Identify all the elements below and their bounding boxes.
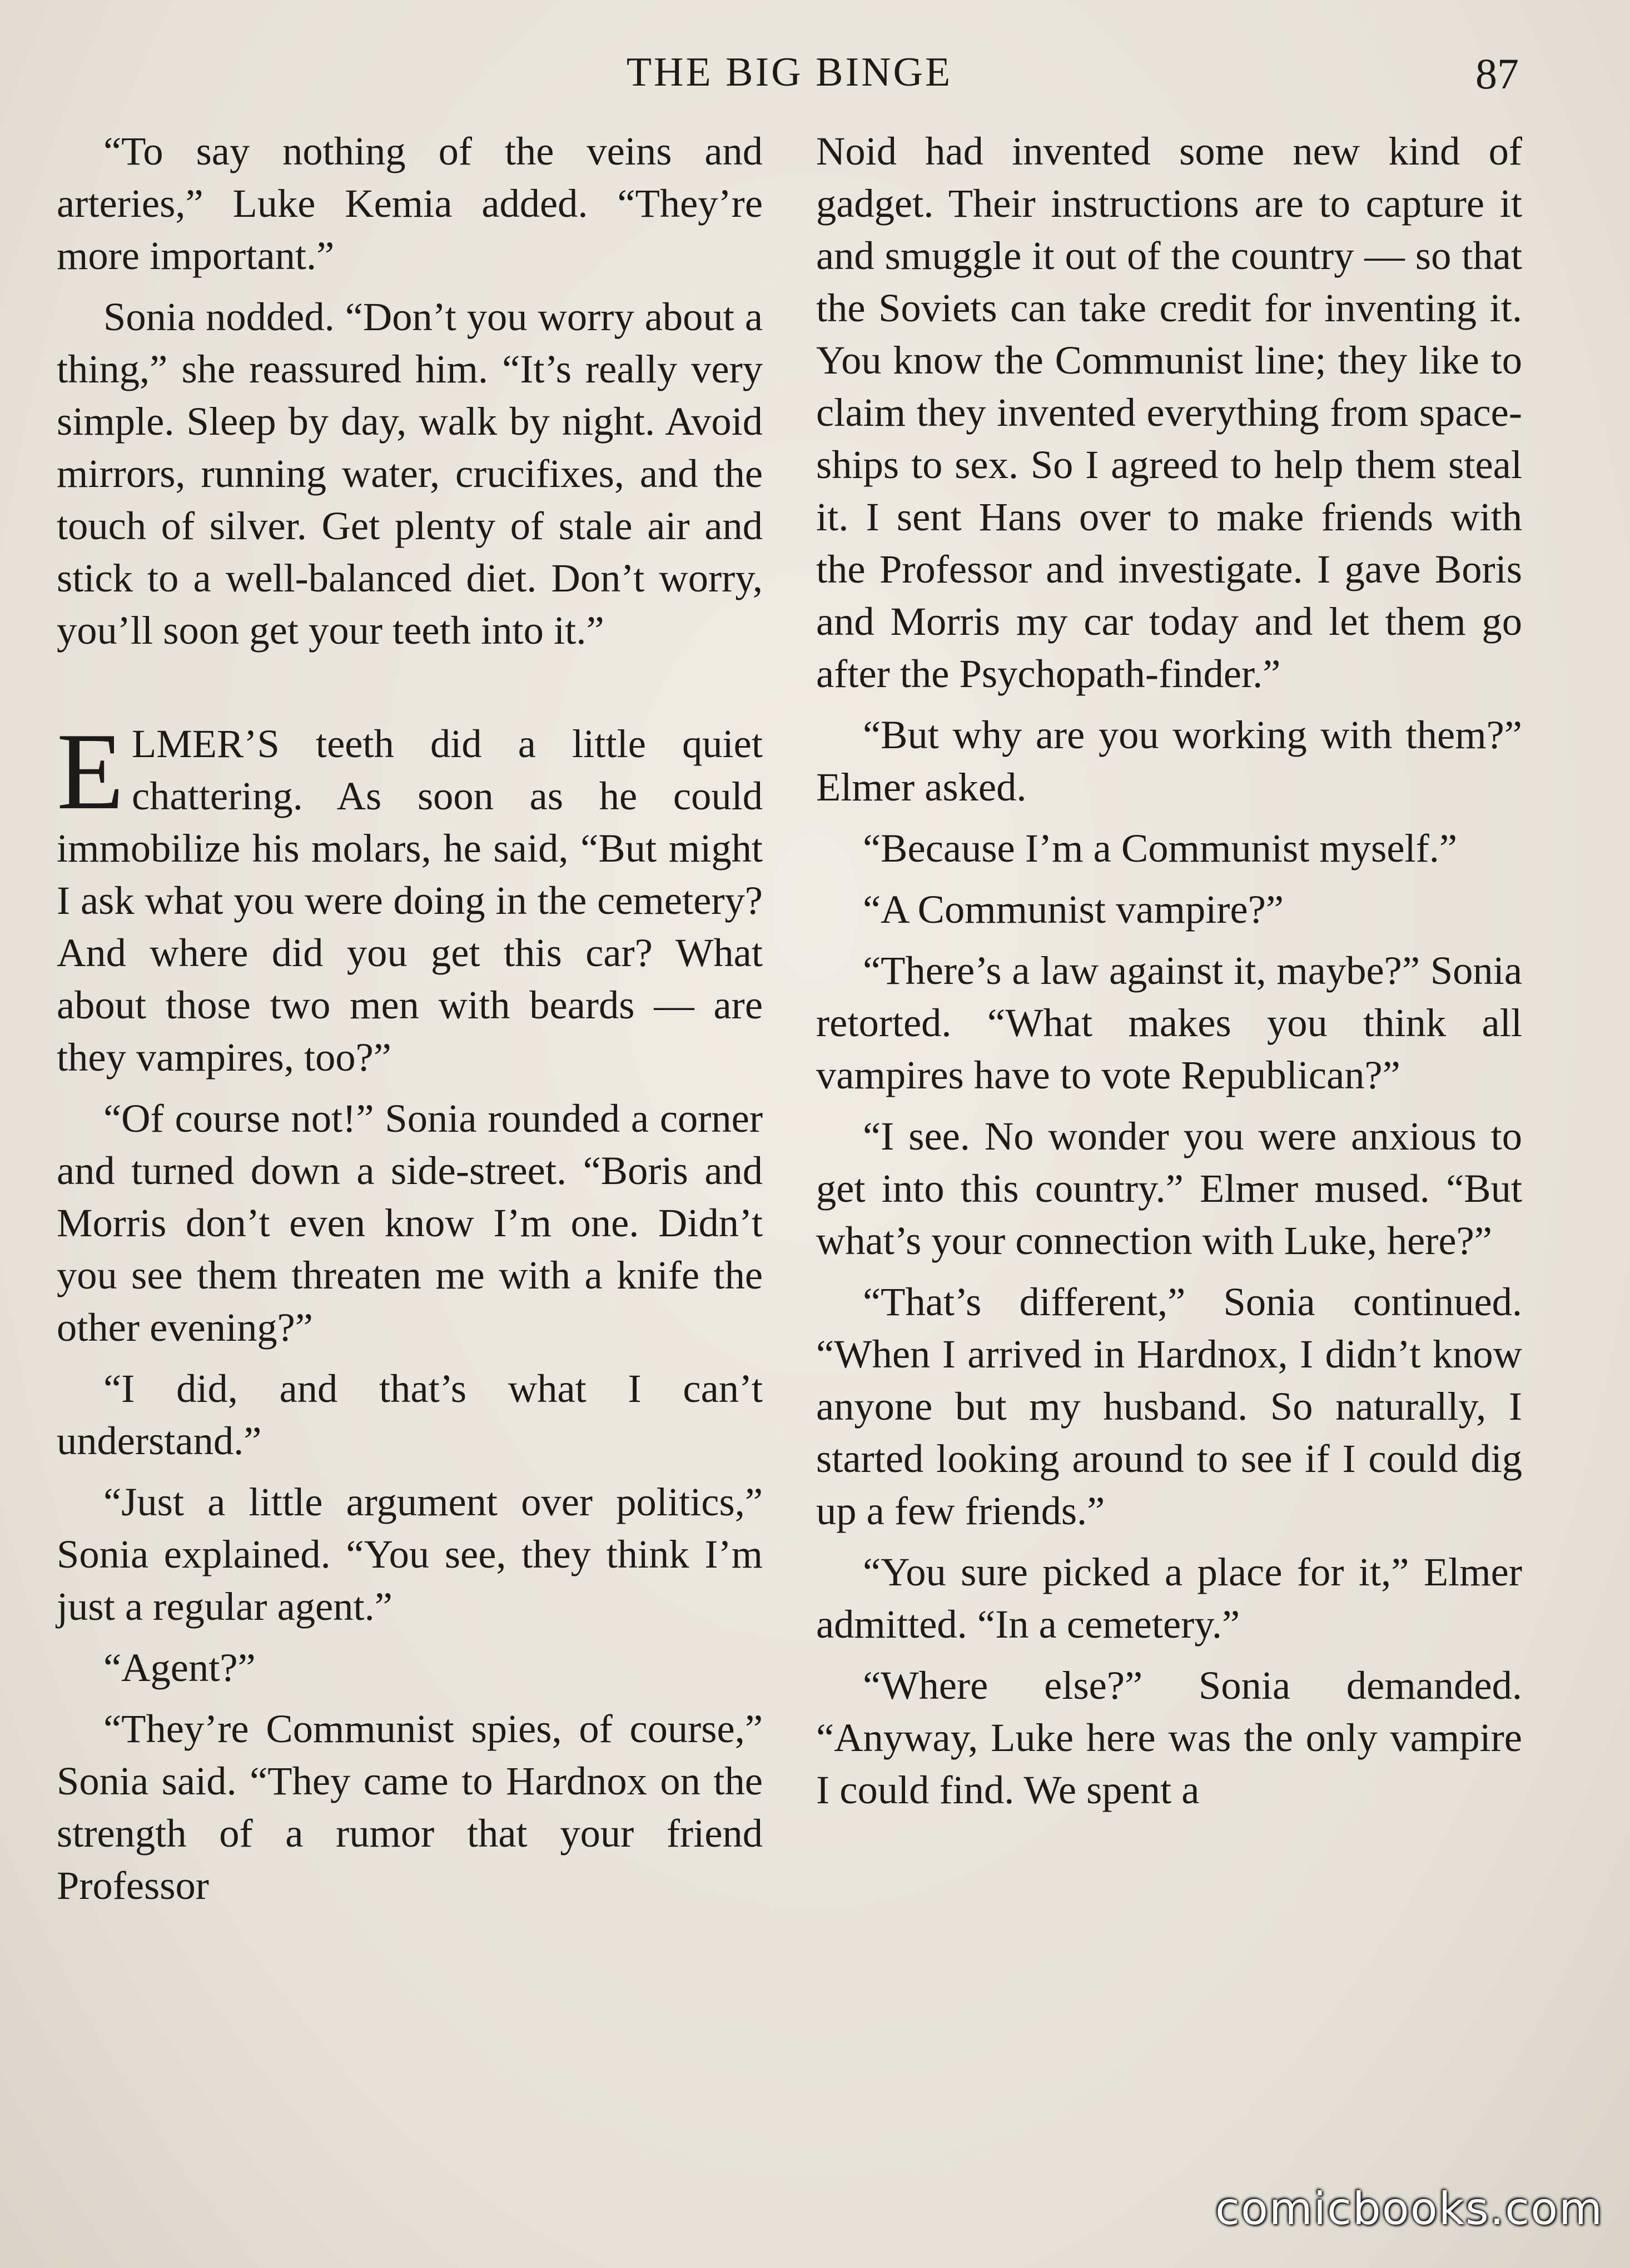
watermark: comicbooks.com	[1215, 2183, 1603, 2235]
running-title: THE BIG BINGE	[626, 49, 953, 95]
page-number: 87	[1475, 49, 1519, 98]
drop-cap: E	[57, 710, 124, 832]
paragraph: “I did, and that’s what I can’t understand.”	[57, 1366, 763, 1463]
running-header	[0, 44, 1630, 106]
paragraph: “To say nothing of the veins and arteries,” Luke Kemia added. “They’re more important.”	[57, 128, 763, 278]
paragraph: Noid had invented some new kind of gadget. Their instructions are to capture it and smuggle it out of the country — so that the Soviets can take credit for inventing it. You know the Communist line; they like to claim they invented everything from space-ships to sex. So I agreed to help them steal it. I sent Hans over to make friends with the Professor and investigate. I gave Boris and Morris my car today and let them go after the Psychopath-finder.”	[816, 128, 1522, 696]
paragraph: “They’re Communist spies, of course,” Sonia said. “They came to Hardnox on the strength of a rumor that your friend Professor	[57, 1706, 763, 1908]
paragraph: “You sure picked a place for it,” Elmer admitted. “In a cemetery.”	[816, 1549, 1522, 1647]
paragraph: “Just a little argument over politics,” Sonia explained. “You see, they think I’m just a regular agent.”	[57, 1479, 763, 1629]
paragraph: “But why are you working with them?” Elmer asked.	[816, 712, 1522, 809]
drop-cap-paragraph	[57, 710, 763, 1083]
paragraph: “A Communist vampire?”	[863, 887, 1284, 932]
paragraph: “Because I’m a Communist myself.”	[863, 825, 1458, 871]
paragraph: “Where else?” Sonia demanded. “Anyway, Luke here was the only vampire I could find. We spent a	[816, 1663, 1522, 1812]
paragraph: “Of course not!” Sonia rounded a corner and turned down a side-street. “Boris and Morris don’t even know I’m one. Didn’t you see them threaten me with a knife the other evening?”	[57, 1096, 763, 1350]
paragraph: “I see. No wonder you were anxious to get into this country.” Elmer mused. “But what’s your connection with Luke, here?”	[816, 1113, 1522, 1263]
paragraph-text: LMER’S teeth did a little quiet chattering. As soon as he could immobilize his molars, he said, “But might I ask what you were doing in the cemetery? And where did you get this car? What about those two men with beards — are they vampires, too?”	[57, 721, 763, 1080]
paragraph: “Agent?”	[103, 1645, 256, 1690]
paragraph: “There’s a law against it, maybe?” Sonia retorted. “What makes you think all vampires have to vote Republican?”	[816, 948, 1522, 1097]
paragraph: “That’s different,” Sonia continued. “When I arrived in Hardnox, I didn’t know anyone but my husband. So naturally, I started looking around to see if I could dig up a few friends.”	[816, 1279, 1522, 1533]
left-column	[57, 125, 763, 1921]
right-column	[816, 125, 1522, 1825]
paragraph: Sonia nodded. “Don’t you worry about a thing,” she reassured him. “It’s really very simple. Sleep by day, walk by night. Avoid mirrors, running water, crucifixes, and the touch of silver. Get plenty of stale air and stick to a well-balanced diet. Don’t worry, you’ll soon get your teeth into it.”	[57, 294, 763, 653]
